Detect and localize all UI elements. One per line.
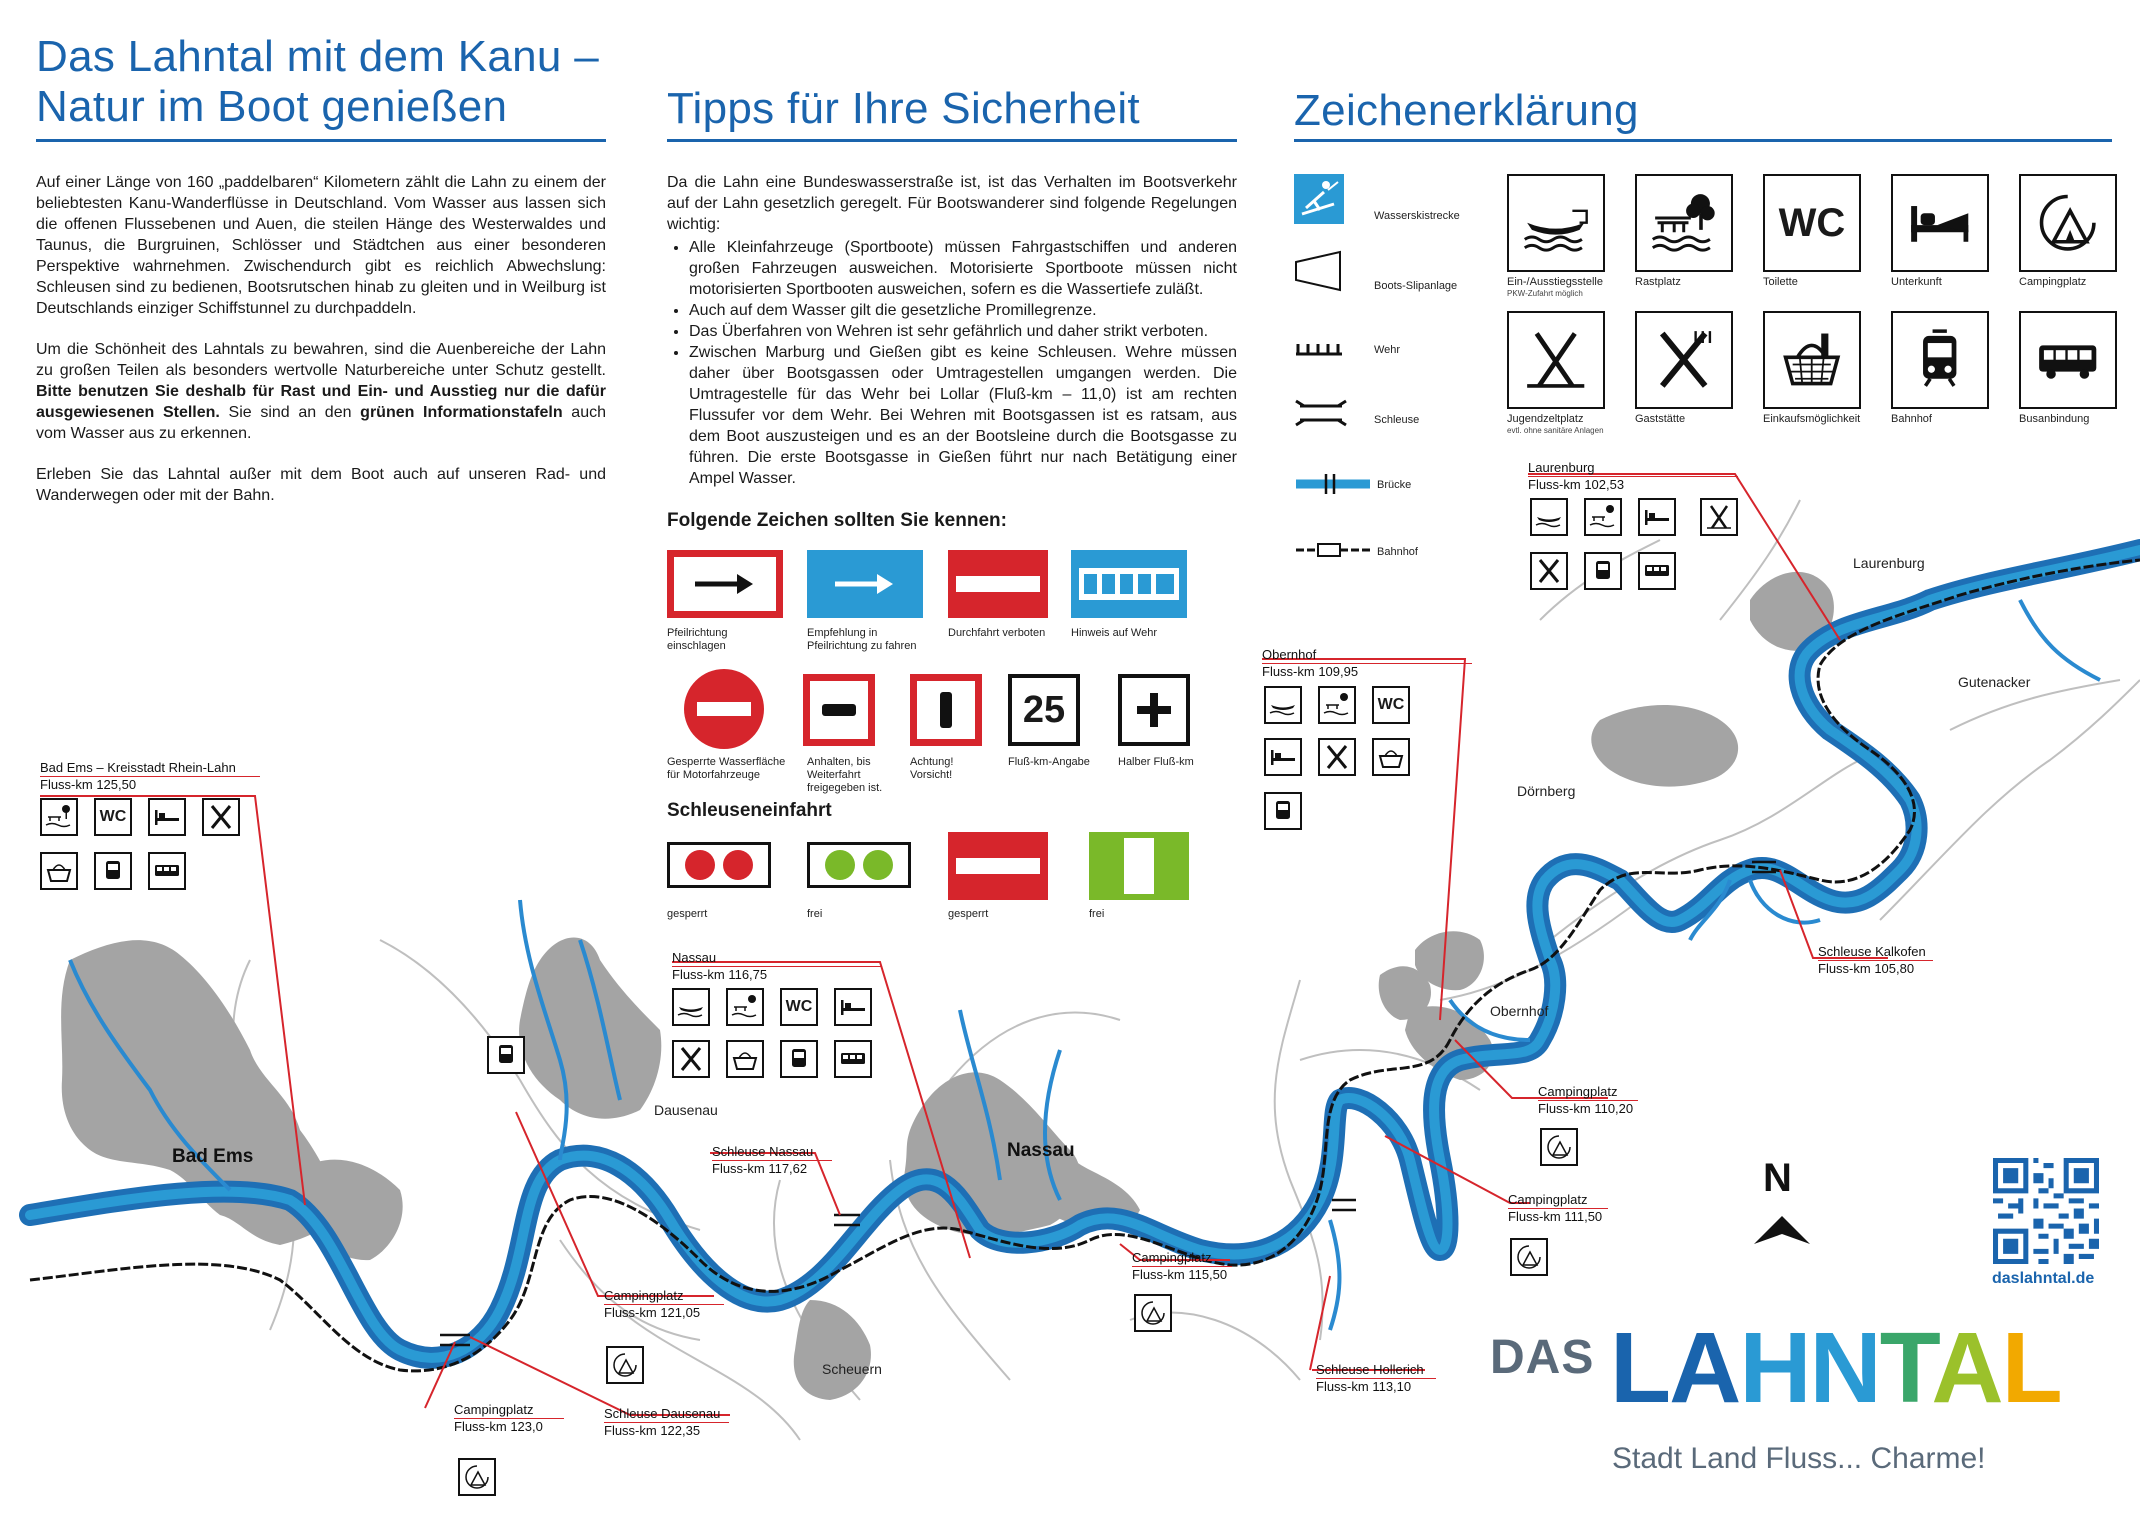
logo-lahntal <box>1610 1312 2061 1424</box>
label-laurenburg: Laurenburg Fluss-km 102,53 <box>1528 460 1738 493</box>
sign-caption: Empfehlung in Pfeilrichtung zu fahren <box>807 627 917 652</box>
sign-caption: Achtung! Vorsicht! <box>910 756 954 781</box>
logo-letter: A <box>1669 1312 1740 1424</box>
logo-letter: L <box>2001 1312 2061 1424</box>
toilet-icon: WC <box>1763 174 1861 272</box>
sign-caption: Pfeilrichtung einschlagen <box>667 627 728 652</box>
train-icon <box>1264 792 1302 830</box>
safety-rule: • Das Überfahren von Wehren ist sehr gefährlich und daher strikt verboten. <box>689 321 1237 342</box>
camping-icon <box>1510 1238 1548 1276</box>
label-camping-123: Campingplatz Fluss-km 123,0 <box>454 1402 564 1435</box>
legend-symbol-caption: Ein-/Ausstiegsstelle PKW-Zufahrt möglich <box>1507 276 1603 298</box>
bed-icon <box>148 798 186 836</box>
sign-caption: Anhalten, bis Weiterfahrt freigegeben ist. <box>807 756 883 794</box>
label-nassau: Nassau Fluss-km 116,75 <box>672 950 882 983</box>
train-icon <box>780 1040 818 1078</box>
intro-title-line2: Natur im Boot genießen <box>36 82 508 131</box>
label-bad-ems: Bad Ems – Kreisstadt Rhein-Lahn Fluss-km 125,50 <box>40 760 260 793</box>
town-nassau: Nassau <box>1007 1140 1075 1161</box>
sign-caption: Durchfahrt verboten <box>948 627 1046 639</box>
lock-caption: frei <box>807 908 823 920</box>
bus-icon <box>148 852 186 890</box>
toilet-icon: WC <box>1372 686 1410 724</box>
town-obernhof: Obernhof <box>1490 1003 1549 1019</box>
tent-icon <box>1700 498 1738 536</box>
logo-letter: A <box>1931 1312 2002 1424</box>
north-label: N <box>1763 1156 1792 1200</box>
logo-letter: L <box>1610 1312 1670 1424</box>
safety-intro: Da die Lahn eine Bundeswasserstraße ist, ist das Verhalten im Bootsverkehr auf der Lahn gesetzlich geregelt. Für Bootswanderer sind folgende Regelungen wichtig: <box>667 174 1237 233</box>
legend-symbol-caption: Bahnhof <box>1891 413 1932 425</box>
label-schleuse-nassau: Schleuse Nassau Fluss-km 117,62 <box>712 1144 832 1177</box>
safety-rule: • Auch auf dem Wasser gilt die gesetzliche Promillegrenze. <box>689 300 1237 321</box>
safety-rule: • Alle Kleinfahrzeuge (Sportboote) müssen Fahrgastschiffen und anderen großen Fahrzeugen ausweichen. Motorisierte Sportboote müssen nicht motorisierten Sportbooten ausweichen, sofern es die Wassertiefe zuläßt. <box>689 237 1237 300</box>
safety-rule: • Zwischen Marburg und Gießen gibt es keine Schleusen. Wehre müssen daher über Bootsgassen oder Umtragestellen umgangen werden. Die Umtragestelle für das Wehr bei Lollar (Fluß-km – 11,0) ist am rechten Flussufer vor dem Wehr. Bei Wehren mit Bootsgassen ist es ratsam, aus dem Boot auszusteigen und es an der Bootsleine durch die Bootsgasse zu führen. Die erste Bootsgasse in Gießen führt nur nach Betätigung einer Ampel Wasser. <box>689 342 1237 489</box>
canoe-icon <box>672 988 710 1026</box>
toilet-icon: WC <box>780 988 818 1026</box>
signs-heading: Folgende Zeichen sollten Sie kennen: <box>667 510 1007 531</box>
legend-label: Brücke <box>1377 479 1412 491</box>
town-gutenacker: Gutenacker <box>1958 674 2031 690</box>
toilet-icon: WC <box>94 798 132 836</box>
legend-symbol-caption: Gaststätte <box>1635 413 1686 425</box>
legend-label: Boots-Slipanlage <box>1374 280 1458 292</box>
intro-paragraph-2: Um die Schönheit des Lahntals zu bewahren, sind die Auenbereiche der Lahn zu großen Teilen als besonders wertvolle Naturbereiche unter Schutz gestellt. Bitte benutzen Sie deshalb für Rast und Ein- und Ausstieg nur die dafür ausgewiesenen Stellen. Sie sind an den grünen Informationstafeln auch vom Wasser aus zu erkennen. <box>36 341 606 442</box>
label-schleuse-hollerich: Schleuse Hollerich Fluss-km 113,10 <box>1316 1362 1436 1395</box>
lock-caption: gesperrt <box>667 908 708 920</box>
rest-area-icon <box>40 798 78 836</box>
label-camping-110: Campingplatz Fluss-km 110,20 <box>1538 1084 1638 1117</box>
camping-icon <box>606 1346 644 1384</box>
train-icon <box>1584 552 1622 590</box>
restaurant-icon <box>202 798 240 836</box>
rest-area-icon <box>726 988 764 1026</box>
town-bad-ems: Bad Ems <box>172 1146 254 1167</box>
intro-title-line1: Das Lahntal mit dem Kanu – <box>36 32 599 81</box>
leader-lines <box>40 474 1888 1415</box>
bed-icon <box>834 988 872 1026</box>
town-laurenburg: Laurenburg <box>1853 555 1925 571</box>
legend-symbol-caption: Einkaufsmöglichkeit <box>1763 413 1861 425</box>
rest-area-icon <box>1584 498 1622 536</box>
lock-heading: Schleuseneinfahrt <box>667 800 832 821</box>
train-icon <box>94 852 132 890</box>
intro-paragraph-1: Auf einer Länge von 160 „paddelbaren“ Kilometern zählt die Lahn zu einem der beliebtesten Kanu-Wanderflüsse in Deutschland. Vom Wasser aus lassen sich die offenen Flussebenen und Auen, die steilen Hänge des Westerwaldes und Taunus, die Burgruinen, Schlösser und Städtchen aus einer besonderen Perspektive wahrnehmen. Zwischendurch gibt es reichlich Abwechslung: Schleusen sind zu bedienen, Bootsrutschen hinab zu gleiten und in Weilburg ist Deutschlands einziger Schiffstunnel zu durchpaddeln. <box>36 174 606 317</box>
shopping-icon <box>1372 738 1410 776</box>
restaurant-icon <box>1530 552 1568 590</box>
camping-icon <box>1540 1128 1578 1166</box>
legend-symbol-caption: Jugendzeltplatz evtl. ohne sanitäre Anlagen <box>1507 413 1604 435</box>
legend-symbol-caption: Unterkunft <box>1891 276 1942 288</box>
logo-slogan: Stadt Land Fluss... Charme! <box>1612 1442 1986 1475</box>
legend-symbol-caption: Busanbindung <box>2019 413 2090 425</box>
logo-letter: N <box>1809 1312 1880 1424</box>
town-scheuern: Scheuern <box>822 1361 882 1377</box>
label-schleuse-dausenau: Schleuse Dausenau Fluss-km 122,35 <box>604 1406 729 1439</box>
legend-label: Bahnhof <box>1377 546 1418 558</box>
logo-letter: H <box>1739 1312 1810 1424</box>
bus-icon <box>834 1040 872 1078</box>
town-doernberg: Dörnberg <box>1517 783 1576 799</box>
intro-paragraph-3: Erleben Sie das Lahntal außer mit dem Boot auch auf unseren Rad- und Wanderwegen oder mit der Bahn. <box>36 466 606 504</box>
sign-caption: Hinweis auf Wehr <box>1071 627 1157 639</box>
town-dausenau: Dausenau <box>654 1102 718 1118</box>
lock-caption: frei <box>1089 908 1105 920</box>
camping-icon <box>458 1458 496 1496</box>
shopping-icon <box>726 1040 764 1078</box>
rest-area-icon <box>1318 686 1356 724</box>
legend-label: Wehr <box>1374 344 1401 356</box>
bus-icon <box>1638 552 1676 590</box>
safety-title: Tipps für Ihre Sicherheit <box>667 84 1140 133</box>
logo-das: DAS <box>1490 1331 1595 1384</box>
label-camping-121: Campingplatz Fluss-km 121,05 <box>604 1288 724 1321</box>
logo-letter: T <box>1879 1312 1932 1424</box>
settlement-areas <box>61 572 1834 1400</box>
label-camping-111: Campingplatz Fluss-km 111,50 <box>1508 1192 1608 1225</box>
train-icon <box>487 1036 525 1074</box>
qr-code[interactable] <box>1993 1158 2099 1264</box>
camping-icon <box>1134 1294 1172 1332</box>
restaurant-icon <box>1318 738 1356 776</box>
label-schleuse-kalkofen: Schleuse Kalkofen Fluss-km 105,80 <box>1818 944 1933 977</box>
legend-symbol-caption: Rastplatz <box>1635 276 1681 288</box>
canoe-icon <box>1264 686 1302 724</box>
river-km-sign: 25 <box>1008 674 1080 746</box>
bed-icon <box>1264 738 1302 776</box>
restaurant-icon <box>672 1040 710 1078</box>
shopping-icon <box>40 852 78 890</box>
label-camping-115: Campingplatz Fluss-km 115,50 <box>1132 1250 1232 1283</box>
label-obernhof: Obernhof Fluss-km 109,95 <box>1262 647 1472 680</box>
lock-caption: gesperrt <box>948 908 989 920</box>
sign-caption: Halber Fluß-km <box>1118 756 1194 768</box>
legend-label: Wasserskistrecke <box>1374 210 1460 222</box>
sign-caption: Fluß-km-Angabe <box>1008 756 1090 768</box>
bed-icon <box>1638 498 1676 536</box>
sign-caption: Gesperrte Wasserfläche für Motorfahrzeuge <box>667 756 786 781</box>
legend-symbol-caption: Campingplatz <box>2019 276 2087 288</box>
legend-symbol-caption: Toilette <box>1763 276 1798 288</box>
website-link[interactable]: daslahntal.de <box>1992 1270 2095 1287</box>
north-arrow <box>1754 1216 1810 1244</box>
legend-label: Schleuse <box>1374 414 1420 426</box>
canoe-icon <box>1530 498 1568 536</box>
legend-title: Zeichenerklärung <box>1294 86 1639 135</box>
